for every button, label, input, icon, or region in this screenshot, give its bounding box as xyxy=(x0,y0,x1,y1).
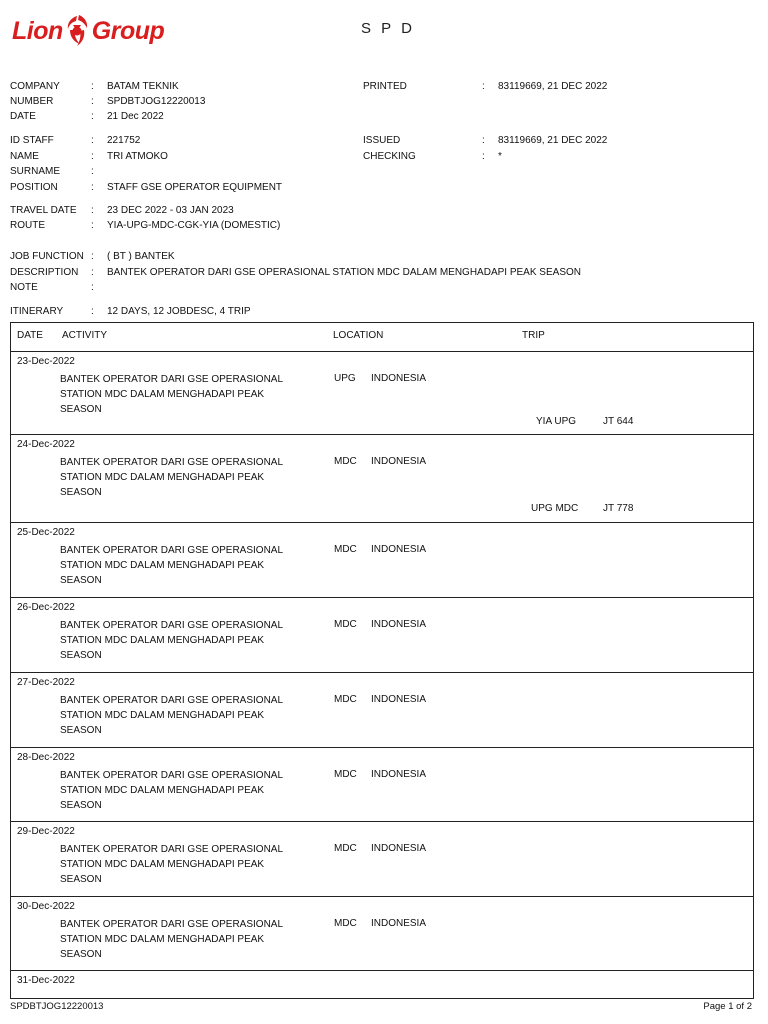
footer-doc-number: SPDBTJOG12220013 xyxy=(10,1001,104,1012)
row-location-code: MDC xyxy=(334,918,357,929)
table-row xyxy=(11,747,753,822)
row-activity: BANTEK OPERATOR DARI GSE OPERASIONAL STATION MDC DALAM MENGHADAPI PEAK SEASON xyxy=(60,919,283,960)
row-date: 30-Dec-2022 xyxy=(17,901,75,912)
lion-head-icon xyxy=(64,14,90,48)
row-country: INDONESIA xyxy=(371,843,427,854)
header-date: DATE xyxy=(17,330,43,341)
table-row xyxy=(11,970,753,998)
row-country: INDONESIA xyxy=(371,918,427,929)
name-row xyxy=(0,150,768,164)
table-header xyxy=(11,323,753,352)
travel-date-label: TRAVEL DATE xyxy=(10,205,77,216)
row-date: 24-Dec-2022 xyxy=(17,439,75,450)
colon: : xyxy=(91,135,94,146)
row-date: 31-Dec-2022 xyxy=(17,975,75,986)
checking-value: * xyxy=(498,151,502,162)
table-row xyxy=(11,434,753,523)
colon: : xyxy=(91,96,94,107)
table-row xyxy=(11,351,753,435)
travel-date-row xyxy=(0,204,768,218)
row-location-code: MDC xyxy=(334,694,357,705)
description-row xyxy=(0,266,768,280)
number-value: SPDBTJOG12220013 xyxy=(107,96,206,107)
row-date: 29-Dec-2022 xyxy=(17,826,75,837)
table-row xyxy=(11,597,753,673)
route-row xyxy=(0,219,768,233)
itinerary-table xyxy=(10,322,754,999)
company-label: COMPANY xyxy=(10,81,60,92)
logo-text-group: Group xyxy=(91,16,165,45)
description-value: BANTEK OPERATOR DARI GSE OPERASIONAL STATION MDC DALAM MENGHADAPI PEAK SEASON xyxy=(107,267,581,278)
row-date: 25-Dec-2022 xyxy=(17,527,75,538)
colon: : xyxy=(91,306,94,317)
table-row xyxy=(11,522,753,598)
row-location-code: UPG xyxy=(334,373,356,384)
row-activity: BANTEK OPERATOR DARI GSE OPERASIONAL STATION MDC DALAM MENGHADAPI PEAK SEASON xyxy=(60,770,283,811)
number-row xyxy=(0,95,768,109)
row-country: INDONESIA xyxy=(371,456,427,467)
row-location-code: MDC xyxy=(334,769,357,780)
table-row xyxy=(11,821,753,897)
table-row xyxy=(11,896,753,971)
note-row xyxy=(0,281,768,295)
row-country: INDONESIA xyxy=(371,373,427,384)
date-label: DATE xyxy=(10,111,36,122)
row-country: INDONESIA xyxy=(371,694,427,705)
row-date: 23-Dec-2022 xyxy=(17,356,75,367)
number-label: NUMBER xyxy=(10,96,54,107)
colon: : xyxy=(482,81,485,92)
row-activity: BANTEK OPERATOR DARI GSE OPERASIONAL STATION MDC DALAM MENGHADAPI PEAK SEASON xyxy=(60,457,283,498)
colon: : xyxy=(482,135,485,146)
printed-value: 83119669, 21 DEC 2022 xyxy=(498,81,608,92)
colon: : xyxy=(91,251,94,262)
row-date: 26-Dec-2022 xyxy=(17,602,75,613)
row-activity: BANTEK OPERATOR DARI GSE OPERASIONAL STATION MDC DALAM MENGHADAPI PEAK SEASON xyxy=(60,695,283,736)
company-value: BATAM TEKNIK xyxy=(107,81,179,92)
colon: : xyxy=(91,282,94,293)
colon: : xyxy=(91,267,94,278)
row-country: INDONESIA xyxy=(371,769,427,780)
row-date: 28-Dec-2022 xyxy=(17,752,75,763)
lion-group-logo xyxy=(12,12,164,50)
route-value: YIA-UPG-MDC-CGK-YIA (DOMESTIC) xyxy=(107,220,281,231)
printed-label: PRINTED xyxy=(363,81,407,92)
position-value: STAFF GSE OPERATOR EQUIPMENT xyxy=(107,182,283,193)
itinerary-value: 12 DAYS, 12 JOBDESC, 4 TRIP xyxy=(107,306,251,317)
id-staff-value: 221752 xyxy=(107,135,141,146)
surname-label: SURNAME xyxy=(10,166,61,177)
colon: : xyxy=(91,166,94,177)
row-trip-route: UPG MDC xyxy=(531,503,579,514)
description-label: DESCRIPTION xyxy=(10,267,79,278)
route-label: ROUTE xyxy=(10,220,45,231)
note-label: NOTE xyxy=(10,282,38,293)
travel-date-value: 23 DEC 2022 - 03 JAN 2023 xyxy=(107,205,234,216)
job-function-value: ( BT ) BANTEK xyxy=(107,251,175,262)
checking-label: CHECKING xyxy=(363,151,416,162)
colon: : xyxy=(91,205,94,216)
row-location-code: MDC xyxy=(334,843,357,854)
colon: : xyxy=(91,220,94,231)
colon: : xyxy=(91,81,94,92)
row-country: INDONESIA xyxy=(371,619,427,630)
colon: : xyxy=(482,151,485,162)
header-trip: TRIP xyxy=(522,330,545,341)
row-activity: BANTEK OPERATOR DARI GSE OPERASIONAL STATION MDC DALAM MENGHADAPI PEAK SEASON xyxy=(60,620,283,661)
row-location-code: MDC xyxy=(334,544,357,555)
document-title: S P D xyxy=(361,20,415,37)
issued-value: 83119669, 21 DEC 2022 xyxy=(498,135,608,146)
row-location-code: MDC xyxy=(334,619,357,630)
page-indicator: Page 1 of 2 xyxy=(703,1001,752,1012)
surname-row xyxy=(0,165,768,179)
logo-text-lion: Lion xyxy=(12,16,63,45)
row-date: 27-Dec-2022 xyxy=(17,677,75,688)
row-trip-flight: JT 778 xyxy=(603,503,634,514)
colon: : xyxy=(91,182,94,193)
row-activity: BANTEK OPERATOR DARI GSE OPERASIONAL STATION MDC DALAM MENGHADAPI PEAK SEASON xyxy=(60,545,283,586)
row-trip-flight: JT 644 xyxy=(603,416,634,427)
date-value: 21 Dec 2022 xyxy=(107,111,164,122)
name-value: TRI ATMOKO xyxy=(107,151,168,162)
id-staff-label: ID STAFF xyxy=(10,135,54,146)
row-activity: BANTEK OPERATOR DARI GSE OPERASIONAL STATION MDC DALAM MENGHADAPI PEAK SEASON xyxy=(60,374,283,415)
header-activity: ACTIVITY xyxy=(62,330,108,341)
colon: : xyxy=(91,111,94,122)
company-row xyxy=(0,80,768,94)
row-location-code: MDC xyxy=(334,456,357,467)
itinerary-label: ITINERARY xyxy=(10,306,64,317)
id-staff-row xyxy=(0,134,768,148)
row-trip-route: YIA UPG xyxy=(536,416,577,427)
name-label: NAME xyxy=(10,151,39,162)
position-row xyxy=(0,181,768,195)
issued-label: ISSUED xyxy=(363,135,401,146)
position-label: POSITION xyxy=(10,182,58,193)
date-row xyxy=(0,110,768,124)
row-country: INDONESIA xyxy=(371,544,427,555)
itinerary-row xyxy=(0,305,768,319)
job-function-label: JOB FUNCTION xyxy=(10,251,84,262)
job-function-row xyxy=(0,250,768,264)
row-activity: BANTEK OPERATOR DARI GSE OPERASIONAL STATION MDC DALAM MENGHADAPI PEAK SEASON xyxy=(60,844,283,885)
header-location: LOCATION xyxy=(333,330,384,341)
colon: : xyxy=(91,151,94,162)
table-row xyxy=(11,672,753,748)
